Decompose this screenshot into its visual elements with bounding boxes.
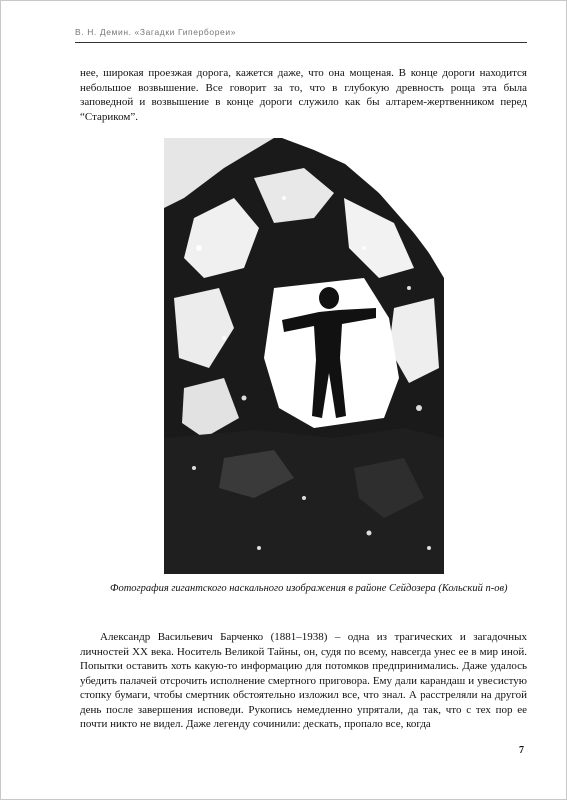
rock-carving-photo-graphic: [164, 138, 444, 574]
rock-carving-photo: [164, 138, 444, 574]
running-head: В. Н. Демин. «Загадки Гипербореи»: [75, 27, 237, 37]
paragraph-bottom: Александр Васильевич Барченко (1881–1938) – одна из трагических и загадочных личностей XX века. Носитель Великой Тайны, он, судя по всему, навсегда унес ее в мир иной. Попытки оставить хоть какую-то информацию для потомков предпринимались. Даже удалось убедить палачей отсрочить исполнение смертного приговора. Ему дали карандаш и увесистую стопку бумаги, чтобы смертник обстоятельно изложил все, что знал. А расстреляли на другой день после завершения исповеди. Рукопись немедленно упрятали, да так, что с тех пор ее почти никто не видел. Даже легенду сочинили: дескать, пропало все, когда: [80, 631, 527, 730]
header-rule: [75, 42, 527, 43]
paragraph-top: нее, широкая проезжая дорога, кажется даже, что она мощеная. В конце дороги находится небольшое возвышение. Все говорит за то, что в глубокую древность роща эта была заповедной и возвышение в конце дороги служило как бы алтарем-жертвенником перед “Стариком”.: [80, 67, 527, 123]
figure-caption: Фотография гигантского наскального изображения в районе Сейдозера (Кольский п-ов): [110, 583, 508, 594]
page-number: 7: [519, 745, 524, 756]
